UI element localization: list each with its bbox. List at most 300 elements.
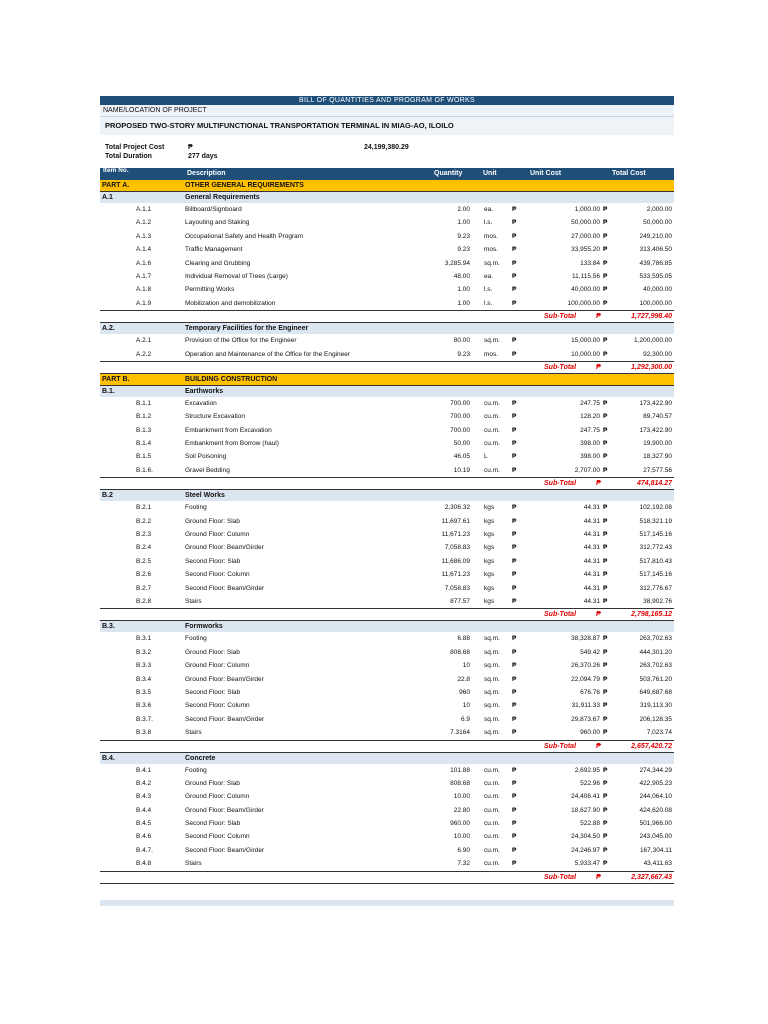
item-unit-cost: 133.84: [580, 259, 600, 267]
item-unit-cost: 398.00: [580, 453, 600, 461]
item-unit-cost: 44.31: [583, 597, 600, 605]
table-row: [100, 397, 674, 410]
item-unit-cost: 676.76: [580, 688, 600, 696]
item-unit: cu.m.: [484, 860, 500, 868]
item-total-cost: 319,113.30: [639, 702, 672, 710]
item-total-cost: 249,210.00: [639, 232, 672, 240]
item-unit-cost: 128.20: [580, 413, 600, 421]
total-cost-peso: ₱: [603, 571, 608, 579]
item-code: B.2.4: [136, 544, 152, 552]
item-code: B.3.4: [136, 675, 152, 683]
item-total-cost: 173,422.90: [639, 399, 672, 407]
subtotal-label: Sub-Total: [544, 873, 577, 881]
table-row: [100, 568, 674, 581]
unit-cost-peso: ₱: [512, 820, 517, 828]
item-description: Ground Floor: Beam/Girder: [185, 544, 264, 552]
unit-cost-peso: ₱: [512, 504, 517, 512]
item-code: A.1.1: [136, 206, 152, 213]
item-unit-cost: 27,000.00: [571, 232, 600, 240]
unit-cost-peso: ₱: [512, 584, 517, 592]
item-unit: cu.m.: [484, 426, 500, 434]
item-description: Layouting and Staking: [185, 219, 250, 227]
item-unit: cu.m.: [484, 766, 500, 774]
subtotal-peso: ₱: [596, 363, 601, 371]
table-row: [100, 777, 674, 790]
item-code: B.1.2: [136, 413, 152, 421]
item-unit-cost: 18,627.90: [571, 806, 600, 814]
item-unit: kgs: [484, 544, 495, 552]
item-unit: cu.m.: [484, 779, 500, 787]
unit-cost-peso: ₱: [512, 246, 517, 254]
item-quantity: 6.9: [460, 715, 470, 723]
item-total-cost: 43,411.63: [643, 860, 672, 868]
table-row: [100, 555, 674, 568]
unit-cost-peso: ₱: [512, 350, 517, 358]
total-cost-peso: ₱: [603, 662, 608, 670]
item-code: B.3.6: [136, 702, 152, 710]
unit-cost-peso: ₱: [512, 517, 517, 525]
item-unit-cost: 24,406.41: [571, 793, 600, 801]
item-total-cost: 503,761.20: [639, 675, 672, 683]
total-cost-peso: ₱: [603, 517, 608, 525]
table-row: [100, 464, 674, 477]
subtotal-row: [100, 310, 674, 323]
table-row: [100, 726, 674, 739]
item-unit-cost: 549.42: [580, 648, 600, 656]
item-total-cost: 439,786.85: [639, 259, 672, 267]
item-unit-cost: 31,911.33: [571, 702, 600, 710]
total-cost-peso: ₱: [603, 426, 608, 434]
item-quantity: 22.8: [457, 675, 470, 683]
subtotal-row: [100, 361, 674, 374]
table-body: [100, 180, 674, 884]
unit-cost-peso: ₱: [512, 466, 517, 474]
item-total-cost: 100,000.00: [639, 299, 672, 307]
item-quantity: 11,671.23: [441, 571, 470, 579]
total-cost-row: [100, 143, 674, 152]
item-description: Footing: [185, 504, 207, 512]
table-row: [100, 595, 674, 608]
table-header: [100, 168, 674, 180]
item-total-cost: 167,304.11: [639, 846, 672, 854]
subtotal-label: Sub-Total: [544, 611, 577, 619]
item-quantity: 960: [459, 688, 470, 696]
total-cost-peso: ₱: [603, 413, 608, 421]
item-unit: kgs: [484, 584, 495, 592]
section-title: Earthworks: [185, 387, 224, 395]
subtotal-label: Sub-Total: [544, 313, 577, 321]
unit-cost-peso: ₱: [512, 219, 517, 227]
item-code: B.1.5: [136, 453, 152, 461]
item-unit: cu.m.: [484, 846, 500, 854]
table-row: [100, 348, 674, 361]
item-unit-cost: 44.31: [583, 584, 600, 592]
section-title: Steel Works: [185, 492, 225, 500]
total-cost-peso: ₱: [603, 806, 608, 814]
item-total-cost: 533,595.05: [639, 272, 672, 280]
item-unit: cu.m.: [484, 820, 500, 828]
item-unit: cu.m.: [484, 833, 500, 841]
item-total-cost: 7,023.74: [646, 729, 672, 737]
total-cost-peso: ₱: [603, 259, 608, 267]
unit-cost-peso: ₱: [512, 544, 517, 552]
item-unit-cost: 522.88: [580, 820, 600, 828]
item-description: Ground Floor: Beam/Girder: [185, 675, 264, 683]
item-description: Second Floor: Beam/Girder: [185, 715, 265, 723]
item-total-cost: 244,064.10: [639, 793, 672, 801]
item-description: Ground Floor: Column: [185, 662, 250, 670]
total-cost-peso: ₱: [603, 206, 608, 213]
item-code: A.1.8: [136, 286, 152, 294]
col-total-cost: Total Cost: [612, 170, 646, 177]
item-description: Operation and Maintenance of the Office for the Engineer: [185, 350, 351, 358]
item-unit: sq.m.: [484, 688, 500, 696]
item-total-cost: 206,128.35: [639, 715, 672, 723]
item-quantity: 9.23: [457, 350, 470, 358]
unit-cost-peso: ₱: [512, 206, 517, 213]
item-quantity: 10.19: [453, 466, 470, 474]
item-quantity: 22.80: [453, 806, 470, 814]
item-description: Second Floor: Column: [185, 571, 250, 579]
item-code: B.1.6.: [136, 466, 153, 474]
item-description: Structure Excavation: [185, 413, 245, 421]
total-duration-label: Total Duration: [105, 153, 152, 160]
unit-cost-peso: ₱: [512, 688, 517, 696]
item-description: Stairs: [185, 597, 202, 605]
item-unit: sq.m.: [484, 648, 500, 656]
item-total-cost: 422,905.23: [639, 779, 672, 787]
item-description: Footing: [185, 635, 207, 643]
total-cost-peso: ₱: [603, 779, 608, 787]
item-unit: kgs: [484, 557, 495, 565]
total-duration-row: [100, 152, 674, 161]
unit-cost-peso: ₱: [512, 232, 517, 240]
item-description: Ground Floor: Slab: [185, 517, 240, 525]
total-cost-peso: ₱: [603, 557, 608, 565]
table-row: [100, 410, 674, 423]
item-description: Ground Floor: Column: [185, 793, 250, 801]
item-description: Ground Floor: Slab: [185, 648, 240, 656]
total-cost-peso: ₱: [603, 675, 608, 683]
item-quantity: 2.00: [457, 206, 470, 213]
item-code: B.2.8: [136, 597, 152, 605]
section-header-row: [100, 192, 674, 203]
item-unit: kgs: [484, 597, 495, 605]
total-cost-peso: ₱: [603, 597, 608, 605]
item-unit: sq.m.: [484, 715, 500, 723]
part-code: PART B.: [102, 375, 130, 383]
total-cost-label: Total Project Cost: [105, 144, 165, 151]
section-title: General Requirements: [185, 194, 260, 201]
table-row: [100, 790, 674, 803]
item-total-cost: 173,422.90: [639, 426, 672, 434]
subtotal-label: Sub-Total: [544, 480, 577, 488]
item-quantity: 877.57: [450, 597, 470, 605]
subtotal-row: [100, 608, 674, 621]
item-code: B.1.4: [136, 440, 152, 448]
item-code: B.4.4: [136, 806, 152, 814]
item-code: B.3.8: [136, 729, 152, 737]
total-cost-peso: ₱: [603, 232, 608, 240]
item-quantity: 808.68: [450, 779, 470, 787]
unit-cost-peso: ₱: [512, 675, 517, 683]
table-row: [100, 830, 674, 843]
item-unit: sq.m.: [484, 662, 500, 670]
subtotal-value: 1,727,998.40: [631, 313, 672, 321]
item-quantity: 7,058.83: [444, 544, 470, 552]
subtotal-value: 1,292,300.00: [631, 363, 672, 371]
item-quantity: 7.3164: [450, 729, 470, 737]
total-cost-peso: ₱: [603, 286, 608, 294]
item-code: B.2.3: [136, 531, 152, 539]
unit-cost-peso: ₱: [512, 299, 517, 307]
unit-cost-peso: ₱: [512, 860, 517, 868]
section-header-row: [100, 323, 674, 334]
part-title: OTHER GENERAL REQUIREMENTS: [185, 182, 304, 189]
item-quantity: 700.00: [450, 399, 470, 407]
item-description: Second Floor: Beam/Girder: [185, 584, 265, 592]
section-code: B.3.: [102, 623, 115, 631]
item-unit: sq.m.: [484, 337, 500, 345]
item-unit-cost: 44.31: [583, 531, 600, 539]
item-unit-cost: 38,328.87: [571, 635, 600, 643]
item-unit-cost: 2,692.95: [574, 766, 600, 774]
item-code: B.2.6: [136, 571, 152, 579]
item-unit-cost: 15,000.00: [571, 337, 600, 345]
col-unit-cost: Unit Cost: [530, 170, 562, 177]
unit-cost-peso: ₱: [512, 440, 517, 448]
col-description: Description: [187, 170, 226, 177]
item-unit: mos.: [484, 246, 499, 254]
unit-cost-peso: ₱: [512, 648, 517, 656]
item-quantity: 7.32: [457, 860, 470, 868]
total-cost-peso: ₱: [603, 793, 608, 801]
item-unit: sq.m.: [484, 675, 500, 683]
item-total-cost: 89,740.57: [643, 413, 672, 421]
table-row: [100, 764, 674, 777]
subtotal-peso: ₱: [596, 611, 601, 619]
item-description: Second Floor: Slab: [185, 557, 241, 565]
item-code: B.1.3: [136, 426, 152, 434]
table-row: [100, 216, 674, 229]
table-row: [100, 450, 674, 463]
section-code: A.2.: [102, 325, 115, 333]
item-description: Ground Floor: Beam/Girder: [185, 806, 264, 814]
table-row: [100, 673, 674, 686]
total-cost-peso: ₱: [603, 729, 608, 737]
subtotal-label: Sub-Total: [544, 742, 577, 750]
item-total-cost: 313,406.50: [639, 246, 672, 254]
item-unit-cost: 22,094.79: [571, 675, 600, 683]
item-unit: cu.m.: [484, 413, 500, 421]
section-title: Temporary Facilities for the Engineer: [185, 325, 309, 333]
subtotal-row: [100, 871, 674, 884]
section-header-row: [100, 490, 674, 501]
item-unit: l.s.: [484, 299, 493, 307]
unit-cost-peso: ₱: [512, 846, 517, 854]
total-cost-peso: ₱: [603, 440, 608, 448]
table-row: [100, 528, 674, 541]
table-row: [100, 437, 674, 450]
subtotal-row: [100, 740, 674, 753]
item-unit: kgs: [484, 531, 495, 539]
item-description: Clearing and Grubbing: [185, 259, 251, 267]
item-total-cost: 312,776.67: [639, 584, 672, 592]
table-row: [100, 817, 674, 830]
item-unit: L: [484, 453, 488, 461]
item-unit-cost: 24,304.50: [571, 833, 600, 841]
item-unit-cost: 11,115.56: [572, 272, 600, 280]
item-quantity: 1.00: [457, 219, 470, 227]
item-quantity: 10.00: [453, 833, 470, 841]
item-unit-cost: 44.31: [583, 571, 600, 579]
item-description: Mobilization and demobilization: [185, 299, 276, 307]
item-description: Second Floor: Column: [185, 702, 250, 710]
section-header-row: [100, 386, 674, 397]
total-cost-peso: ₱: [603, 246, 608, 254]
item-code: B.4.2: [136, 779, 152, 787]
unit-cost-peso: ₱: [512, 413, 517, 421]
item-quantity: 6.88: [457, 635, 470, 643]
item-unit: ea.: [484, 206, 494, 213]
item-total-cost: 2,000.00: [646, 206, 672, 213]
item-code: B.4.7.: [136, 846, 153, 854]
subtotal-value: 2,327,667.43: [631, 873, 672, 881]
total-cost-value: 24,199,380.29: [364, 144, 409, 151]
item-unit-cost: 44.31: [583, 504, 600, 512]
item-unit-cost: 1,000.00: [574, 206, 600, 213]
subtotal-label: Sub-Total: [544, 363, 577, 371]
item-total-cost: 1,200,000.00: [634, 337, 672, 345]
item-code: B.2.7: [136, 584, 152, 592]
total-cost-peso: ₱: [603, 766, 608, 774]
unit-cost-peso: ₱: [512, 453, 517, 461]
item-quantity: 11,697.61: [441, 517, 470, 525]
item-total-cost: 517,145.16: [639, 531, 672, 539]
part-title: BUILDING CONSTRUCTION: [185, 375, 278, 383]
unit-cost-peso: ₱: [512, 766, 517, 774]
subtotal-peso: ₱: [596, 313, 601, 321]
table-row: [100, 582, 674, 595]
item-code: B.4.6: [136, 833, 152, 841]
total-cost-peso: ₱: [603, 337, 608, 345]
item-unit: l.s.: [484, 286, 493, 294]
item-unit: mos.: [484, 232, 499, 240]
item-unit-cost: 10,000.00: [571, 350, 600, 358]
total-cost-peso: ₱: [603, 453, 608, 461]
item-total-cost: 263,702.63: [639, 662, 672, 670]
item-code: B.4.3: [136, 793, 152, 801]
item-unit-cost: 522.96: [580, 779, 600, 787]
item-code: B.4.5: [136, 820, 152, 828]
item-quantity: 7,058.83: [444, 584, 470, 592]
total-cost-peso: ₱: [603, 504, 608, 512]
item-unit-cost: 247.75: [580, 426, 600, 434]
item-code: B.3.1: [136, 635, 152, 643]
item-unit-cost: 247.75: [580, 399, 600, 407]
table-row: [100, 857, 674, 870]
total-cost-peso: ₱: [603, 299, 608, 307]
item-unit-cost: 960.00: [580, 729, 600, 737]
item-description: Ground Floor: Slab: [185, 779, 240, 787]
unit-cost-peso: ₱: [512, 337, 517, 345]
item-description: Second Floor: Column: [185, 833, 250, 841]
item-quantity: 50.00: [453, 440, 470, 448]
item-unit: sq.m.: [484, 729, 500, 737]
item-code: B.2.1: [136, 504, 152, 512]
item-quantity: 700.00: [450, 426, 470, 434]
item-total-cost: 649,687.68: [639, 688, 672, 696]
section-code: B.1.: [102, 387, 115, 395]
item-code: A.1.6: [136, 259, 152, 267]
item-unit-cost: 40,000.00: [571, 286, 600, 294]
item-unit: cu.m.: [484, 793, 500, 801]
item-total-cost: 50,000.00: [643, 219, 672, 227]
unit-cost-peso: ₱: [512, 635, 517, 643]
item-code: B.3.2: [136, 648, 152, 656]
item-description: Provision of the Office for the Engineer: [185, 337, 297, 345]
col-item: Item No.: [103, 167, 129, 174]
table-row: [100, 283, 674, 296]
item-quantity: 11,686.09: [441, 557, 470, 565]
unit-cost-peso: ₱: [512, 715, 517, 723]
subtotal-value: 474,814.27: [636, 480, 672, 488]
item-description: Second Floor: Slab: [185, 688, 241, 696]
col-unit: Unit: [483, 170, 497, 177]
item-description: Embankment from Borrow (haul): [185, 440, 279, 448]
item-unit: cu.m.: [484, 806, 500, 814]
item-total-cost: 424,620.08: [639, 806, 672, 814]
total-cost-peso: ₱: [603, 350, 608, 358]
item-unit-cost: 26,370.26: [571, 662, 600, 670]
item-total-cost: 19,900.00: [643, 440, 672, 448]
table-row: [100, 501, 674, 514]
project-name: PROPOSED TWO-STORY MULTIFUNCTIONAL TRANSPORTATION TERMINAL IN MIAG-AO, ILOILO: [100, 117, 674, 135]
item-quantity: 10: [462, 662, 470, 670]
item-quantity: 10.00: [453, 793, 470, 801]
subtotal-value: 2,657,420.72: [631, 742, 672, 750]
unit-cost-peso: ₱: [512, 259, 517, 267]
item-quantity: 3,285.94: [444, 259, 470, 267]
table-row: [100, 713, 674, 726]
item-total-cost: 18,327.90: [643, 453, 672, 461]
item-total-cost: 274,344.29: [639, 766, 672, 774]
table-row: [100, 686, 674, 699]
unit-cost-peso: ₱: [512, 702, 517, 710]
section-code: B.2: [102, 492, 113, 500]
unit-cost-peso: ₱: [512, 531, 517, 539]
table-row: [100, 844, 674, 857]
subtotal-peso: ₱: [596, 480, 601, 488]
item-total-cost: 243,045.00: [639, 833, 672, 841]
table-row: [100, 659, 674, 672]
item-quantity: 101.88: [450, 766, 470, 774]
item-quantity: 1.00: [457, 286, 470, 294]
section-header-row: [100, 621, 674, 632]
section-code: A.1: [102, 194, 113, 201]
item-description: Traffic Management: [185, 246, 243, 254]
item-code: A.1.4: [136, 246, 152, 254]
part-header-row: [100, 374, 674, 386]
total-cost-peso: ₱: [603, 860, 608, 868]
item-quantity: 808.68: [450, 648, 470, 656]
unit-cost-peso: ₱: [512, 272, 517, 280]
item-total-cost: 38,902.76: [643, 597, 672, 605]
unit-cost-peso: ₱: [512, 662, 517, 670]
item-quantity: 10: [462, 702, 470, 710]
item-description: Individual Removal of Trees (Large): [185, 272, 288, 280]
total-duration-value: 277 days: [188, 153, 218, 160]
